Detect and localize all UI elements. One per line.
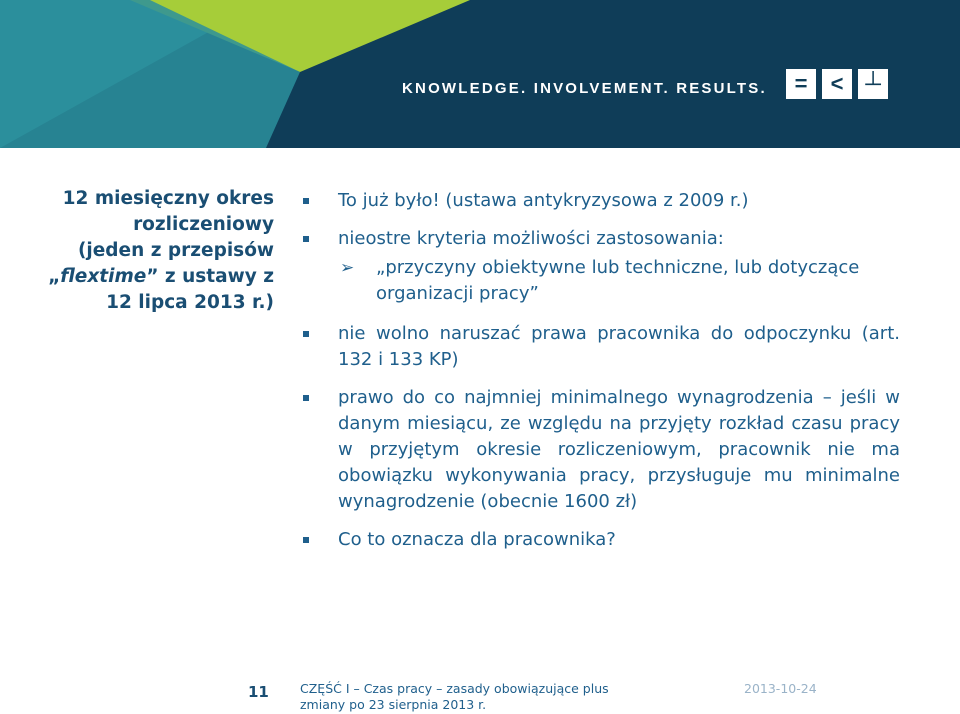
square-bullet-icon (303, 395, 309, 401)
title-flextime: flextime (60, 266, 147, 287)
title-line-rest: ” z ustawy z (146, 266, 274, 287)
bullet-list (300, 188, 900, 565)
title-line: 12 lipca 2013 r.) (106, 292, 274, 313)
title-line: (jeden z przepisów (77, 240, 274, 261)
bullet-item (300, 385, 900, 515)
square-bullet-icon (303, 198, 309, 204)
logo-chevron-mark: < (822, 69, 852, 99)
title-open-quote: „ (48, 266, 61, 287)
bullet-text: nie wolno naruszać prawa pracownika do odpoczynku (art. 132 i 133 KP) (338, 323, 900, 370)
footer-caption-line: CZĘŚĆ I – Czas pracy – zasady obowiązujące plus (300, 681, 609, 696)
bullet-item (300, 527, 900, 553)
header-banner (0, 0, 960, 148)
company-logo (786, 69, 888, 99)
sub-bullet-item (338, 255, 900, 307)
arrow-bullet-icon: ➢ (340, 258, 355, 278)
logo-fork-mark: ┴ (858, 69, 888, 99)
title-line (30, 264, 274, 290)
page-number: 11 (248, 683, 269, 701)
title-line: 12 miesięczny okres (62, 188, 274, 209)
bullet-text: prawo do co najmniej minimalnego wynagrodzenia – jeśli w danym miesiącu, ze względu na przyjęty rozkład czasu pracy w przyjętym okresie rozliczeniowym, pracownik nie ma obowiązku wykonywania pracy, przysługuje mu minimalne wynagrodzenie (obecnie 1600 zł) (338, 387, 900, 512)
bullet-item (300, 226, 900, 307)
footer-caption (300, 681, 609, 713)
slide-title (30, 186, 274, 316)
square-bullet-icon (303, 331, 309, 337)
bullet-text: Co to oznacza dla pracownika? (338, 529, 616, 550)
title-line: rozliczeniowy (133, 214, 274, 235)
square-bullet-icon (303, 537, 309, 543)
sub-bullet-text: „przyczyny obiektywne lub techniczne, lub dotyczące organizacji pracy” (376, 257, 860, 304)
logo-equals-mark: = (786, 69, 816, 99)
bullet-item (300, 188, 900, 214)
square-bullet-icon (303, 236, 309, 242)
tagline: KNOWLEDGE. INVOLVEMENT. RESULTS. (402, 80, 767, 97)
bullet-text: To już było! (ustawa antykryzysowa z 2009 r.) (338, 190, 749, 211)
footer-date: 2013-10-24 (744, 681, 817, 696)
bullet-item (300, 321, 900, 373)
footer-caption-line: zmiany po 23 sierpnia 2013 r. (300, 697, 487, 712)
bullet-text: nieostre kryteria możliwości zastosowania: (338, 228, 724, 249)
